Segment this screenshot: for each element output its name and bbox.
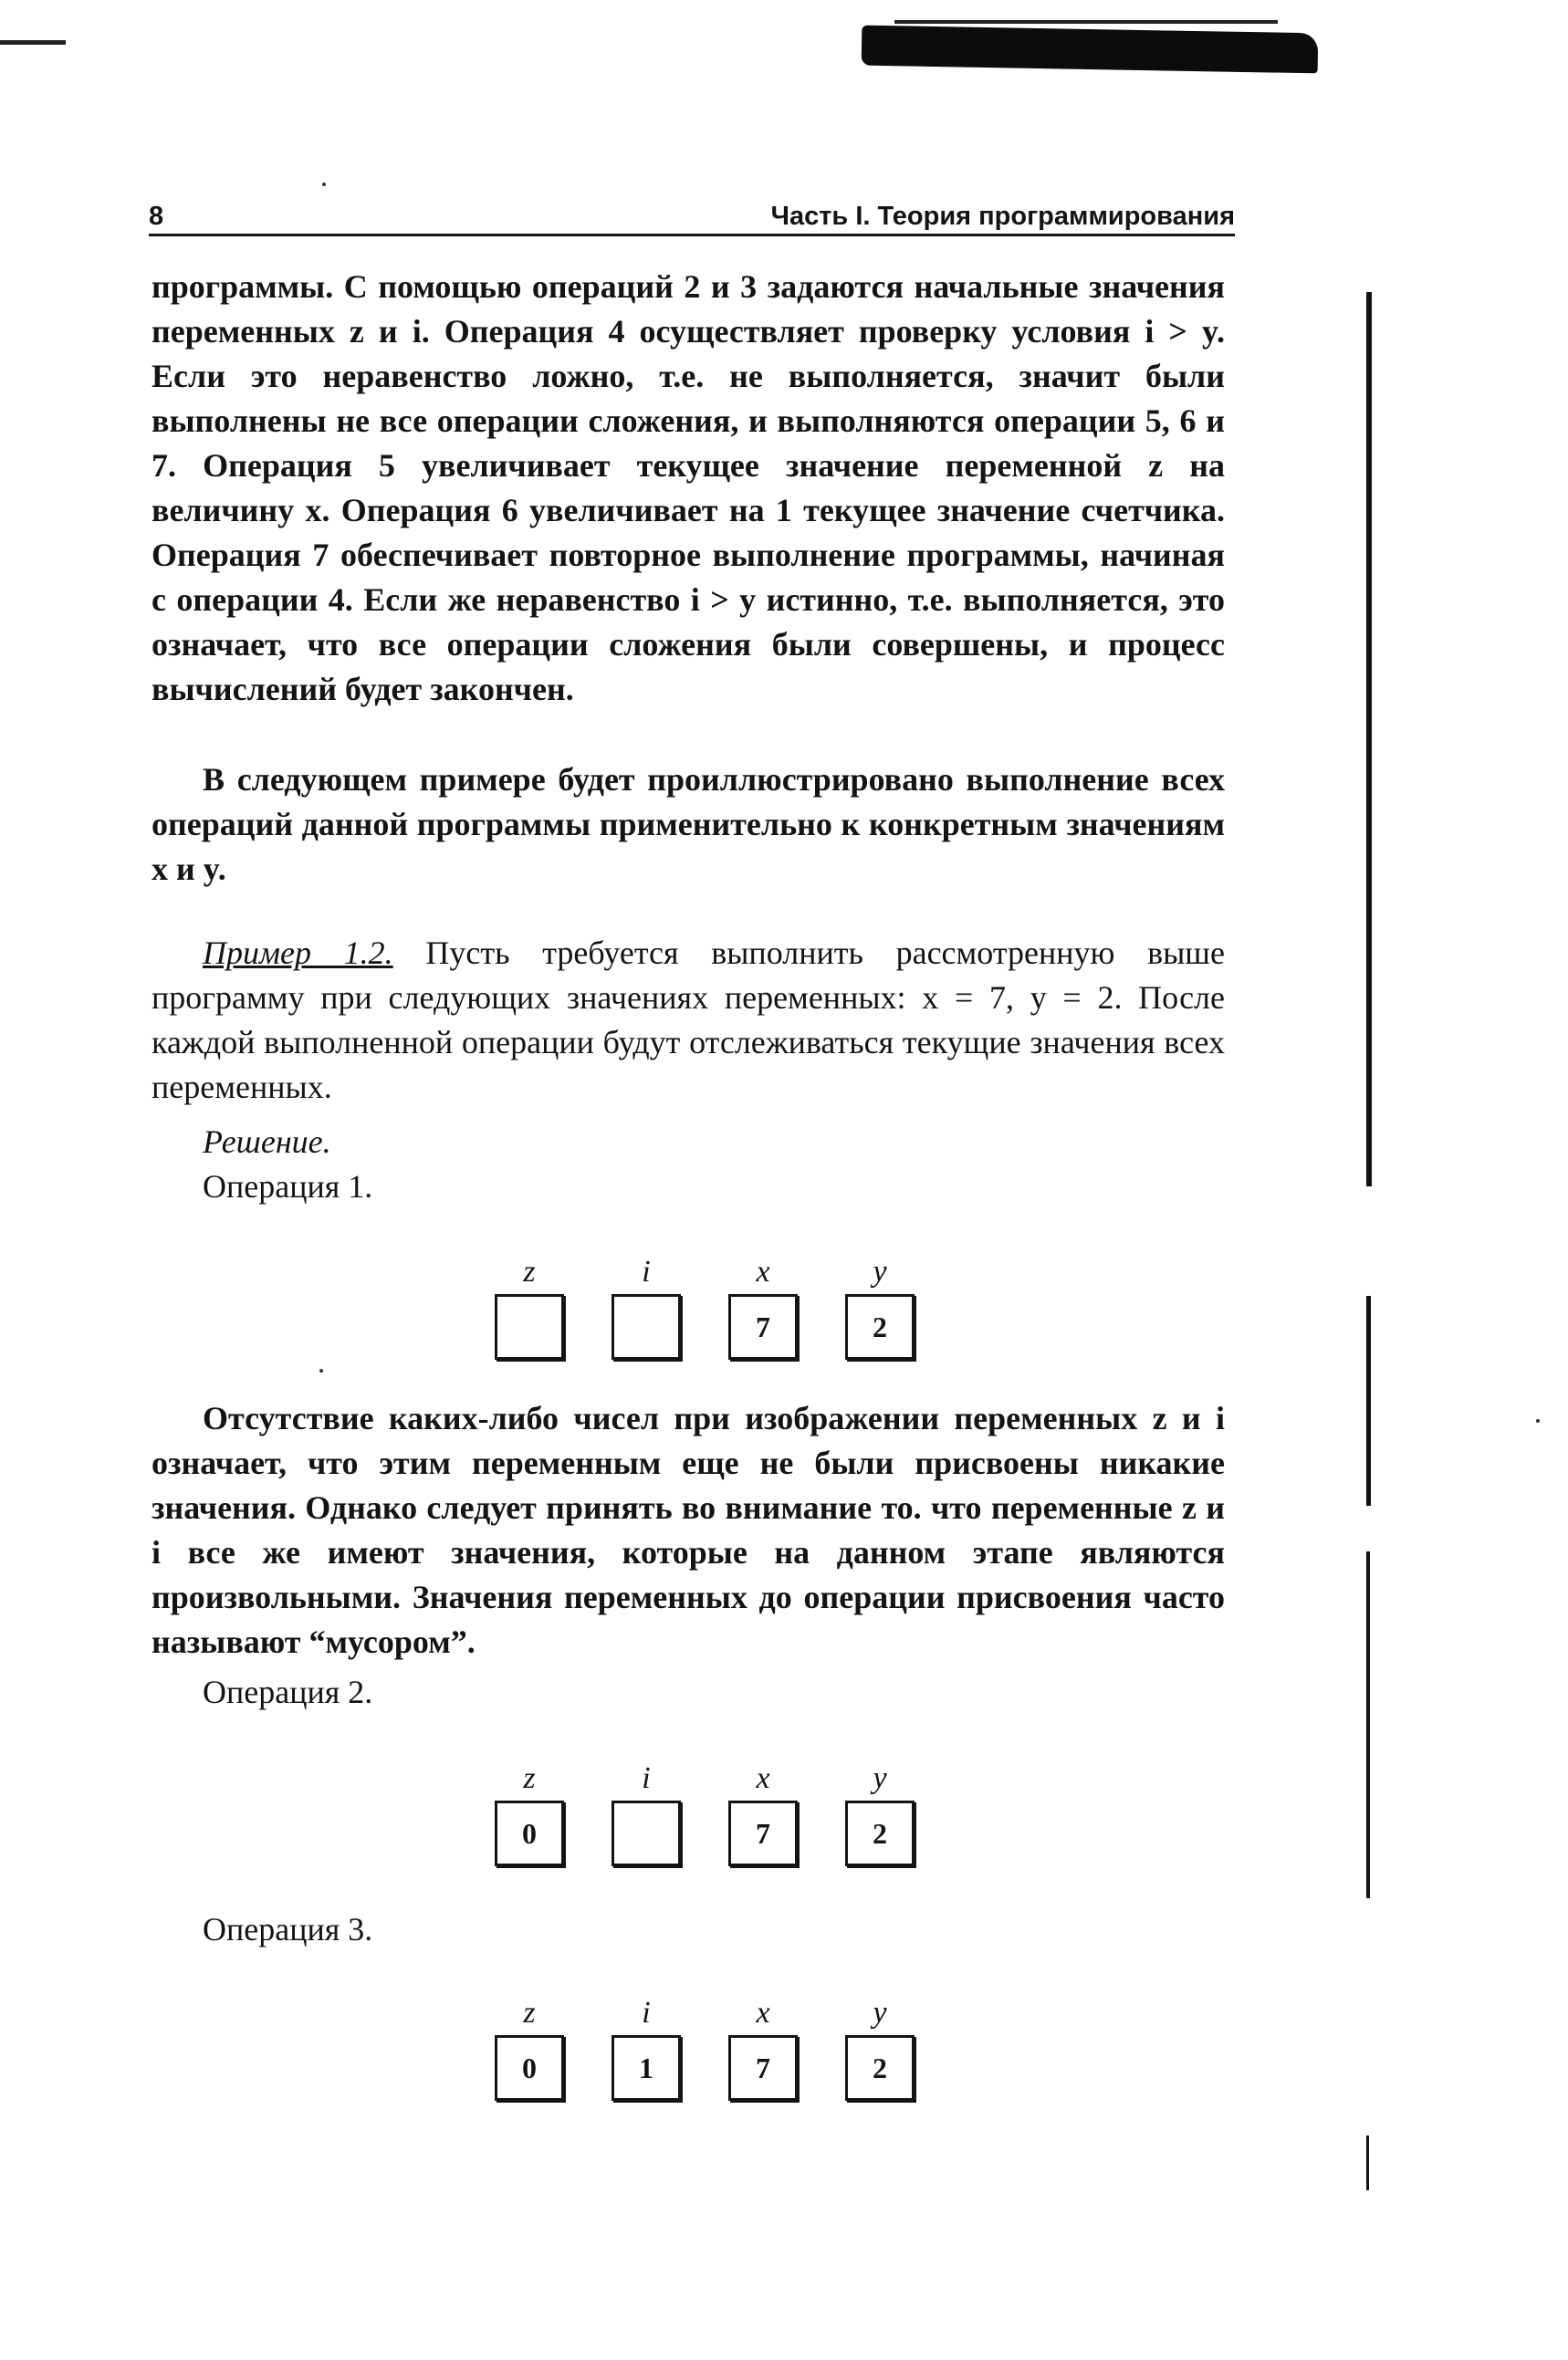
operation-3-label: Операция 3.: [203, 1911, 373, 1948]
variable-z: [493, 1991, 566, 2101]
variable-name: y: [873, 1255, 887, 1289]
scan-artifact: [1366, 2135, 1369, 2190]
variable-name: i: [642, 1255, 651, 1289]
variable-name: y: [873, 1761, 887, 1795]
variable-name: x: [756, 1761, 770, 1795]
scan-artifact: [1366, 1551, 1370, 1898]
variable-x: [727, 1991, 800, 2101]
variable-i: [610, 1991, 683, 2101]
variable-box: 7: [728, 1801, 798, 1866]
scan-artifact: [1536, 1419, 1540, 1423]
variable-y: [843, 1250, 916, 1360]
variable-box: [495, 1294, 564, 1360]
variable-z: [493, 1250, 566, 1360]
page-header: [149, 193, 1235, 236]
running-title: Часть I. Теория программирования: [770, 202, 1235, 231]
example-text: Пусть требуется выполнить рассмотренную выше программу при следующих значениях переменных: x = 7, y = 2. После каждой выполненной операции будут отслеживаться текущие значения всех переменных.: [152, 935, 1226, 1105]
variable-i: [610, 1757, 683, 1866]
variable-name: i: [642, 1761, 651, 1795]
variable-i: [610, 1250, 683, 1360]
variable-name: y: [873, 1996, 887, 2030]
solution-label: Решение.: [203, 1123, 331, 1160]
scan-artifact: [894, 20, 1278, 24]
variable-name: x: [756, 1255, 770, 1289]
variable-name: z: [523, 1255, 536, 1289]
variable-box: 7: [728, 1294, 798, 1360]
paragraph-1: программы. С помощью операций 2 и 3 задаются начальные значения переменных z и i. Операция 4 осуществляет проверку условия i > y. Если это неравенство ложно, т.е. не выполняется, значит были выполнены не все операции сложения, и выполняются операции 5, 6 и 7. Операция 5 увеличивает текущее значение переменной z на величину x. Операция 6 увеличивает на 1 текущее значение счетчика. Операция 7 обеспечивает повторное выполнение программы, начиная с операции 4. Если же неравенство i > y истинно, т.е. выполняется, это означает, что все операции сложения были совершены, и процесс вычислений будет закончен.: [152, 268, 1225, 707]
scan-artifact: [862, 26, 1319, 74]
example-title: Пример 1.2.: [203, 935, 393, 971]
variable-box: 0: [495, 2035, 564, 2101]
variable-name: i: [642, 1996, 651, 2030]
variable-box: [612, 1801, 681, 1866]
variable-name: x: [756, 1996, 770, 2030]
variable-box: 0: [495, 1801, 564, 1866]
scan-artifact: [1366, 292, 1372, 1186]
paragraph-3: Отсутствие каких-либо чисел при изображении переменных z и i означает, что этим переменным еще не были присвоены никакие значения. Однако следует принять во внимание то. что переменные z и i все же имеют значения, которые на данном этапе являются произвольными. Значения переменных до операции присвоения часто называют “мусором”.: [152, 1400, 1225, 1660]
variable-name: z: [523, 1761, 536, 1795]
variable-y: [843, 1991, 916, 2101]
variable-box: 7: [728, 2035, 798, 2101]
scan-artifact: [0, 40, 66, 45]
example-paragraph: [152, 931, 1225, 1110]
variable-box: 2: [845, 1294, 915, 1360]
page-number: 8: [149, 202, 164, 231]
scan-artifact: [1366, 1296, 1371, 1506]
operation-2-label: Операция 2.: [203, 1674, 373, 1710]
variable-z: [493, 1757, 566, 1866]
paragraph-2: В следующем примере будет проиллюстрировано выполнение всех операций данной программы применительно к конкретным значениям x и y.: [152, 761, 1225, 887]
variable-box: 2: [845, 1801, 915, 1866]
operation-1-label: Операция 1.: [203, 1168, 373, 1205]
scan-artifact: [322, 183, 326, 186]
variable-name: z: [523, 1996, 536, 2030]
variable-box: 2: [845, 2035, 915, 2101]
variable-y: [843, 1757, 916, 1866]
variable-x: [727, 1250, 800, 1360]
variable-box: 1: [612, 2035, 681, 2101]
variable-box: [612, 1294, 681, 1360]
scan-artifact: [319, 1369, 323, 1373]
variable-x: [727, 1757, 800, 1866]
